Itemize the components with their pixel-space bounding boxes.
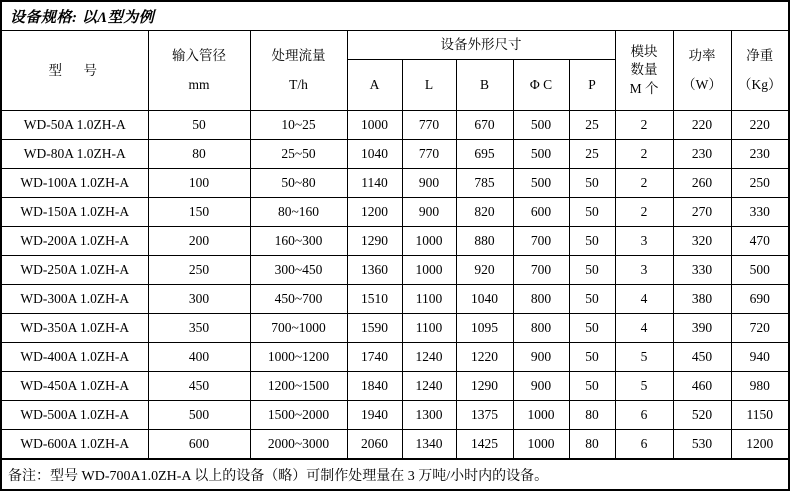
cell-inlet-pipe: 300: [148, 285, 250, 314]
cell-inlet-pipe: 400: [148, 343, 250, 372]
table-footnote: [0, 459, 790, 491]
cell-power: 390: [673, 314, 731, 343]
header-dimensions-group: 设备外形尺寸: [347, 31, 615, 60]
cell-dim-b: 1220: [456, 343, 513, 372]
cell-dim-a: 1840: [347, 372, 402, 401]
cell-module-count: 2: [615, 169, 673, 198]
cell-net-weight: 940: [731, 343, 789, 372]
cell-model: WD-350A 1.0ZH-A: [1, 314, 148, 343]
cell-dim-a: 1040: [347, 140, 402, 169]
spec-title-bar: [0, 0, 790, 30]
cell-module-count: 4: [615, 314, 673, 343]
cell-model: WD-450A 1.0ZH-A: [1, 372, 148, 401]
cell-module-count: 2: [615, 198, 673, 227]
cell-model: WD-300A 1.0ZH-A: [1, 285, 148, 314]
cell-dim-a: 1360: [347, 256, 402, 285]
cell-inlet-pipe: 150: [148, 198, 250, 227]
cell-module-count: 3: [615, 256, 673, 285]
header-dim-l: L: [402, 60, 456, 111]
equipment-spec-table: [0, 30, 790, 459]
cell-model: WD-400A 1.0ZH-A: [1, 343, 148, 372]
cell-module-count: 2: [615, 140, 673, 169]
header-module-line1: 模块: [630, 44, 658, 60]
cell-module-count: 4: [615, 285, 673, 314]
cell-inlet-pipe: 600: [148, 430, 250, 459]
cell-dim-p: 50: [569, 169, 615, 198]
cell-net-weight: 230: [731, 140, 789, 169]
header-inlet-pipe-line1: 输入管径: [172, 48, 226, 64]
header-power-line1: 功率: [688, 48, 716, 64]
cell-dim-b: 1375: [456, 401, 513, 430]
cell-module-count: 2: [615, 111, 673, 140]
header-flow-line1: 处理流量: [271, 48, 326, 64]
cell-inlet-pipe: 50: [148, 111, 250, 140]
cell-inlet-pipe: 500: [148, 401, 250, 430]
table-row: [1, 285, 789, 314]
cell-dim-b: 820: [456, 198, 513, 227]
cell-dim-a: 1590: [347, 314, 402, 343]
table-row: [1, 140, 789, 169]
table-row: [1, 430, 789, 459]
cell-dim-c: 1000: [513, 401, 569, 430]
header-flow-line2: T/h: [289, 76, 308, 92]
cell-flow: 1500~2000: [250, 401, 347, 430]
cell-dim-p: 80: [569, 401, 615, 430]
cell-dim-p: 25: [569, 111, 615, 140]
cell-flow: 700~1000: [250, 314, 347, 343]
cell-power: 460: [673, 372, 731, 401]
cell-flow: 450~700: [250, 285, 347, 314]
cell-dim-a: 1000: [347, 111, 402, 140]
cell-net-weight: 1200: [731, 430, 789, 459]
table-row: [1, 256, 789, 285]
cell-dim-c: 500: [513, 111, 569, 140]
table-row: [1, 111, 789, 140]
cell-dim-c: 600: [513, 198, 569, 227]
cell-module-count: 6: [615, 430, 673, 459]
header-dim-b: B: [456, 60, 513, 111]
header-row-1: [1, 31, 789, 60]
header-inlet-pipe-line2: mm: [188, 76, 210, 92]
cell-dim-p: 50: [569, 343, 615, 372]
cell-flow: 300~450: [250, 256, 347, 285]
header-module-line2: 数量: [630, 62, 658, 78]
cell-net-weight: 720: [731, 314, 789, 343]
header-flow: [250, 31, 347, 111]
cell-net-weight: 980: [731, 372, 789, 401]
cell-dim-p: 50: [569, 227, 615, 256]
header-inlet-pipe: [148, 31, 250, 111]
cell-module-count: 5: [615, 372, 673, 401]
cell-flow: 1200~1500: [250, 372, 347, 401]
cell-flow: 160~300: [250, 227, 347, 256]
cell-dim-l: 1000: [402, 256, 456, 285]
cell-power: 530: [673, 430, 731, 459]
cell-dim-b: 920: [456, 256, 513, 285]
header-net-weight: [731, 31, 789, 111]
cell-power: 230: [673, 140, 731, 169]
cell-dim-c: 900: [513, 343, 569, 372]
header-weight-line1: 净重: [746, 48, 774, 64]
cell-flow: 25~50: [250, 140, 347, 169]
cell-dim-c: 800: [513, 314, 569, 343]
cell-dim-l: 1000: [402, 227, 456, 256]
cell-model: WD-100A 1.0ZH-A: [1, 169, 148, 198]
table-row: [1, 198, 789, 227]
header-module-line3: M 个: [629, 80, 659, 96]
cell-net-weight: 470: [731, 227, 789, 256]
cell-dim-l: 900: [402, 169, 456, 198]
header-dim-a: A: [347, 60, 402, 111]
cell-model: WD-200A 1.0ZH-A: [1, 227, 148, 256]
header-dim-p: P: [569, 60, 615, 111]
cell-power: 260: [673, 169, 731, 198]
cell-dim-a: 2060: [347, 430, 402, 459]
cell-dim-b: 1425: [456, 430, 513, 459]
cell-flow: 50~80: [250, 169, 347, 198]
header-power: [673, 31, 731, 111]
cell-dim-b: 670: [456, 111, 513, 140]
header-dim-c: Φ C: [513, 60, 569, 111]
cell-model: WD-500A 1.0ZH-A: [1, 401, 148, 430]
cell-dim-l: 1240: [402, 343, 456, 372]
table-row: [1, 314, 789, 343]
table-body: [1, 111, 789, 459]
cell-inlet-pipe: 250: [148, 256, 250, 285]
cell-model: WD-250A 1.0ZH-A: [1, 256, 148, 285]
cell-dim-c: 700: [513, 256, 569, 285]
cell-dim-b: 1095: [456, 314, 513, 343]
cell-power: 320: [673, 227, 731, 256]
cell-dim-l: 900: [402, 198, 456, 227]
cell-dim-b: 695: [456, 140, 513, 169]
cell-dim-l: 1340: [402, 430, 456, 459]
cell-dim-p: 80: [569, 430, 615, 459]
cell-dim-p: 50: [569, 285, 615, 314]
cell-dim-a: 1740: [347, 343, 402, 372]
cell-net-weight: 330: [731, 198, 789, 227]
cell-dim-c: 500: [513, 140, 569, 169]
cell-dim-a: 1510: [347, 285, 402, 314]
cell-dim-b: 785: [456, 169, 513, 198]
cell-dim-p: 50: [569, 256, 615, 285]
cell-flow: 10~25: [250, 111, 347, 140]
table-row: [1, 169, 789, 198]
cell-model: WD-600A 1.0ZH-A: [1, 430, 148, 459]
cell-dim-c: 1000: [513, 430, 569, 459]
cell-dim-b: 1040: [456, 285, 513, 314]
cell-dim-p: 50: [569, 372, 615, 401]
cell-model: WD-150A 1.0ZH-A: [1, 198, 148, 227]
header-model: 型 号: [1, 31, 148, 111]
cell-dim-a: 1290: [347, 227, 402, 256]
cell-module-count: 5: [615, 343, 673, 372]
cell-dim-c: 800: [513, 285, 569, 314]
cell-dim-l: 770: [402, 111, 456, 140]
cell-inlet-pipe: 450: [148, 372, 250, 401]
cell-power: 220: [673, 111, 731, 140]
cell-net-weight: 500: [731, 256, 789, 285]
cell-dim-l: 1100: [402, 314, 456, 343]
cell-dim-p: 50: [569, 314, 615, 343]
cell-net-weight: 1150: [731, 401, 789, 430]
cell-net-weight: 250: [731, 169, 789, 198]
cell-dim-b: 880: [456, 227, 513, 256]
table-row: [1, 401, 789, 430]
cell-power: 380: [673, 285, 731, 314]
cell-dim-p: 50: [569, 198, 615, 227]
cell-model: WD-80A 1.0ZH-A: [1, 140, 148, 169]
cell-model: WD-50A 1.0ZH-A: [1, 111, 148, 140]
cell-inlet-pipe: 350: [148, 314, 250, 343]
cell-dim-l: 1240: [402, 372, 456, 401]
footnote-text: 备注：型号 WD-700A1.0ZH-A 以上的设备（略）可制作处理量在 3 万吨/小时内的设备。: [8, 468, 549, 484]
table-header: [1, 31, 789, 111]
page-title: 设备规格: 以Λ型为例: [10, 9, 155, 26]
cell-dim-l: 770: [402, 140, 456, 169]
cell-dim-a: 1140: [347, 169, 402, 198]
header-weight-line2: （Kg）: [738, 76, 782, 92]
cell-power: 450: [673, 343, 731, 372]
cell-flow: 1000~1200: [250, 343, 347, 372]
cell-module-count: 6: [615, 401, 673, 430]
cell-dim-c: 900: [513, 372, 569, 401]
cell-dim-p: 25: [569, 140, 615, 169]
header-module-count: [615, 31, 673, 111]
cell-power: 330: [673, 256, 731, 285]
cell-dim-a: 1200: [347, 198, 402, 227]
table-row: [1, 227, 789, 256]
cell-dim-l: 1300: [402, 401, 456, 430]
cell-dim-c: 700: [513, 227, 569, 256]
cell-power: 270: [673, 198, 731, 227]
cell-power: 520: [673, 401, 731, 430]
cell-inlet-pipe: 100: [148, 169, 250, 198]
cell-net-weight: 220: [731, 111, 789, 140]
cell-net-weight: 690: [731, 285, 789, 314]
table-row: [1, 343, 789, 372]
cell-module-count: 3: [615, 227, 673, 256]
cell-dim-c: 500: [513, 169, 569, 198]
cell-dim-l: 1100: [402, 285, 456, 314]
cell-flow: 80~160: [250, 198, 347, 227]
cell-inlet-pipe: 200: [148, 227, 250, 256]
cell-dim-b: 1290: [456, 372, 513, 401]
cell-dim-a: 1940: [347, 401, 402, 430]
cell-flow: 2000~3000: [250, 430, 347, 459]
header-power-line2: （W）: [682, 76, 722, 92]
table-row: [1, 372, 789, 401]
cell-inlet-pipe: 80: [148, 140, 250, 169]
